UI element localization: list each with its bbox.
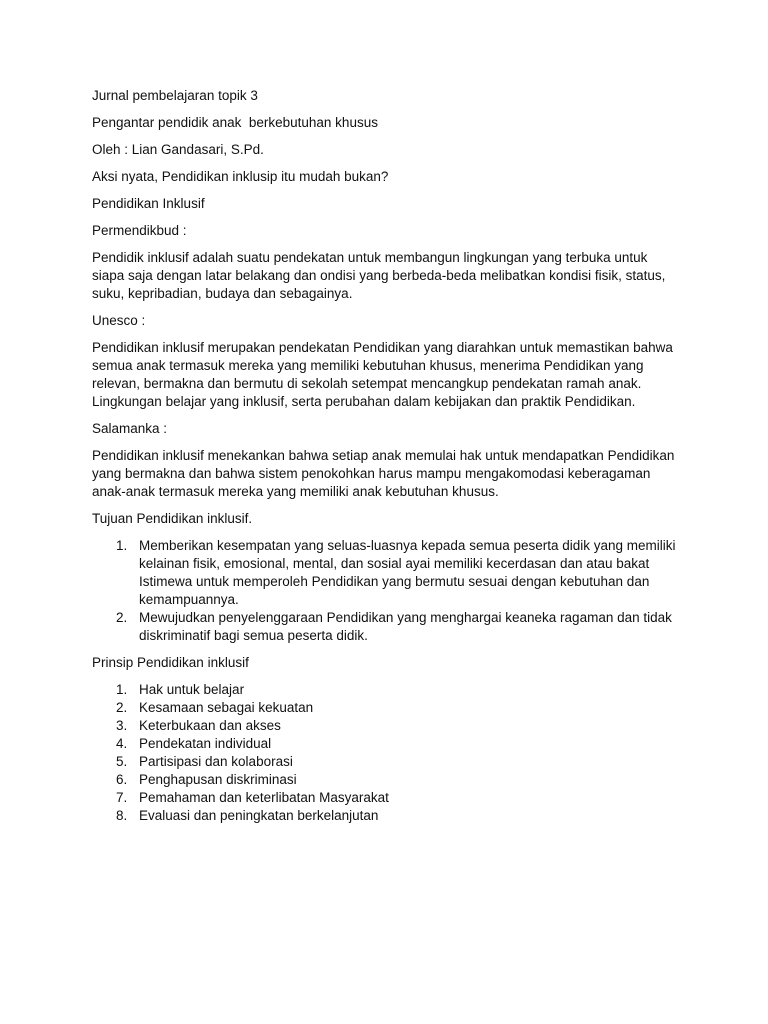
list-item-text: Memberikan kesempatan yang seluas-luasnya kepada semua peserta didik yang memiliki kelainan fisik, emosional, mental, dan sosial ayai memiliki kecerdasan dan atau bakat Istimewa untuk memperoleh Pendidikan yang bermutu sesuai dengan kebutuhan dan kemampuannya.: [139, 538, 676, 607]
list-number: 2.: [116, 700, 128, 715]
tujuan-list: [92, 537, 682, 645]
unesco-label: Unesco :: [92, 313, 146, 328]
journal-title: Jurnal pembelajaran topik 3: [92, 88, 258, 103]
prinsip-heading: Prinsip Pendidikan inklusif: [92, 655, 249, 670]
list-number: 4.: [116, 736, 128, 751]
prinsip-list: [92, 681, 682, 825]
list-item: [92, 681, 682, 699]
list-item: [92, 753, 682, 771]
list-number: 7.: [116, 790, 128, 805]
permendikbud-label: Permendikbud :: [92, 223, 187, 238]
list-item-text: Pemahaman dan keterlibatan Masyarakat: [139, 790, 389, 805]
list-item-text: Hak untuk belajar: [139, 682, 245, 697]
list-number: 5.: [116, 754, 128, 769]
list-number: 6.: [116, 772, 128, 787]
list-item: [92, 717, 682, 735]
list-item: [92, 807, 682, 825]
list-item: [92, 609, 682, 645]
list-item-text: Penghapusan diskriminasi: [139, 772, 297, 787]
document-content: [92, 87, 682, 834]
list-item-text: Evaluasi dan peningkatan berkelanjutan: [139, 808, 379, 823]
course-title: Pengantar pendidik anak berkebutuhan khusus: [92, 115, 378, 130]
author-line: Oleh : Lian Gandasari, S.Pd.: [92, 142, 264, 157]
permendikbud-paragraph: Pendidik inklusif adalah suatu pendekatan untuk membangun lingkungan yang terbuka untuk siapa saja dengan latar belakang dan ondisi yang berbeda-beda melibatkan kondisi fisik, status, suku, kepribadian, budaya dan sebagainya.: [92, 250, 666, 301]
salamanka-paragraph: Pendidikan inklusif menekankan bahwa setiap anak memulai hak untuk mendapatkan Pendidikan yang bermakna dan bahwa sistem penokohkan harus mampu mengakomodasi keberagaman anak-anak termasuk mereka yang memiliki anak kebutuhan khusus.: [92, 448, 675, 499]
tujuan-heading: Tujuan Pendidikan inklusif.: [92, 511, 253, 526]
list-number: 3.: [116, 718, 128, 733]
list-item-text: Keterbukaan dan akses: [139, 718, 281, 733]
list-number: 1.: [116, 538, 128, 553]
list-item-text: Pendekatan individual: [139, 736, 272, 751]
list-item-text: Kesamaan sebagai kekuatan: [139, 700, 314, 715]
unesco-paragraph: Pendidikan inklusif merupakan pendekatan Pendidikan yang diarahkan untuk memastikan bahwa semua anak termasuk mereka yang memiliki kebutuhan khusus, menerima Pendidikan yang relevan, bermakna dan bermutu di sekolah setempat mencangkup pendekatan ramah anak. Lingkungan belajar yang inklusif, serta perubahan dalam kebijakan dan praktik Pendidikan.: [92, 340, 673, 409]
list-number: 8.: [116, 808, 128, 823]
list-item: [92, 699, 682, 717]
list-item: [92, 537, 682, 609]
list-item-text: Partisipasi dan kolaborasi: [139, 754, 293, 769]
list-item: [92, 771, 682, 789]
section-heading-inklusif: Pendidikan Inklusif: [92, 196, 205, 211]
list-item: [92, 789, 682, 807]
list-item-text: Mewujudkan penyelenggaraan Pendidikan yang menghargai keaneka ragaman dan tidak diskriminatif bagi semua peserta didik.: [139, 610, 672, 643]
list-item: [92, 735, 682, 753]
salamanka-label: Salamanka :: [92, 421, 168, 436]
list-number: 1.: [116, 682, 128, 697]
list-number: 2.: [116, 610, 128, 625]
topic-question: Aksi nyata, Pendidikan inklusip itu mudah bukan?: [92, 169, 389, 184]
